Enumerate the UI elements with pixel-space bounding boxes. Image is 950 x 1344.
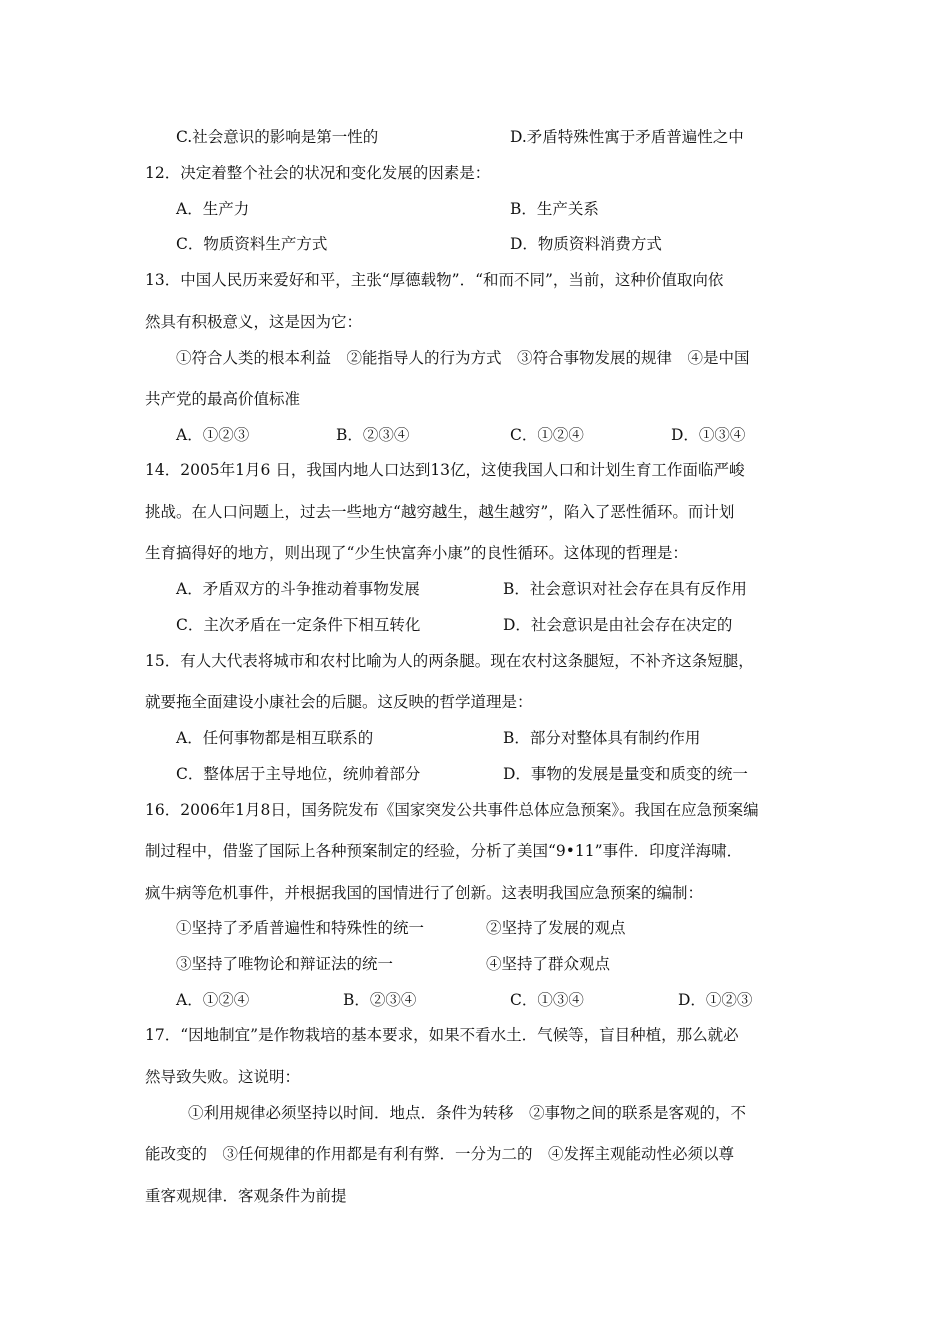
q14-option-d: D．社会意识是由社会存在决定的 <box>503 616 733 634</box>
q13-items-line1: ①符合人类的根本利益 ②能指导人的行为方式 ③符合事物发展的规律 ④是中国 <box>176 349 750 367</box>
q15-option-b: B．部分对整体具有制约作用 <box>503 729 701 747</box>
q16-option-b: B．②③④ <box>343 991 417 1009</box>
q16-item-1: ①坚持了矛盾普遍性和特殊性的统一 <box>176 919 425 937</box>
q11-option-c: C.社会意识的影响是第一性的 <box>176 128 379 146</box>
q16-option-c: C．①③④ <box>510 991 584 1009</box>
q12-option-d: D．物质资料消费方式 <box>510 235 662 253</box>
q17-items-line1: ①利用规律必须坚持以时间．地点．条件为转移 ②事物之间的联系是客观的，不 <box>188 1104 747 1122</box>
q16-option-a: A．①②④ <box>176 991 250 1009</box>
q14-stem-line1: 14．2005年1月6 日，我国内地人口达到13亿，这使我国人口和计划生育工作面临严峻 <box>145 461 745 479</box>
q13-option-b: B．②③④ <box>336 426 410 444</box>
q13-option-c: C．①②④ <box>510 426 584 444</box>
q14-option-b: B．社会意识对社会存在具有反作用 <box>503 580 747 598</box>
q17-items-line2: 能改变的 ③任何规律的作用都是有利有弊．一分为二的 ④发挥主观能动性必须以尊 <box>145 1145 735 1163</box>
q16-item-2: ②坚持了发展的观点 <box>486 919 626 937</box>
q12-option-b: B．生产关系 <box>510 200 599 218</box>
q15-option-a: A．任何事物都是相互联系的 <box>176 729 374 747</box>
q17-stem-line1: 17．“因地制宜”是作物栽培的基本要求，如果不看水土．气候等，盲目种植，那么就必 <box>145 1026 739 1044</box>
q17-stem-line2: 然导致失败。这说明： <box>145 1068 301 1086</box>
q14-stem-line2: 挑战。在人口问题上，过去一些地方“越穷越生，越生越穷”，陷入了恶性循环。而计划 <box>145 503 735 521</box>
q14-option-a: A．矛盾双方的斗争推动着事物发展 <box>176 580 420 598</box>
q16-stem-line3: 疯牛病等危机事件，并根据我国的国情进行了创新。这表明我国应急预案的编制： <box>145 884 704 902</box>
q15-option-d: D．事物的发展是量变和质变的统一 <box>503 765 748 783</box>
q13-option-d: D．①③④ <box>671 426 746 444</box>
q12-option-c: C．物质资料生产方式 <box>176 235 328 253</box>
q15-stem-line1: 15．有人大代表将城市和农村比喻为人的两条腿。现在农村这条腿短，不补齐这条短腿， <box>145 652 754 670</box>
q16-stem-line1: 16．2006年1月8日，国务院发布《国家突发公共事件总体应急预案》。我国在应急预案编 <box>145 801 759 819</box>
q14-stem-line3: 生育搞得好的地方，则出现了“少生快富奔小康”的良性循环。这体现的哲理是： <box>145 544 688 562</box>
q16-item-4: ④坚持了群众观点 <box>486 955 611 973</box>
q15-stem-line2: 就要拖全面建设小康社会的后腿。这反映的哲学道理是： <box>145 693 533 711</box>
q13-stem-line2: 然具有积极意义，这是因为它： <box>145 313 363 331</box>
q14-option-c: C．主次矛盾在一定条件下相互转化 <box>176 616 421 634</box>
q13-option-a: A．①②③ <box>176 426 250 444</box>
q13-items-line2: 共产党的最高价值标准 <box>145 390 301 408</box>
q13-stem-line1: 13．中国人民历来爱好和平，主张“厚德载物”．“和而不同”，当前，这种价值取向依 <box>145 271 724 289</box>
q17-items-line3: 重客观规律．客观条件为前提 <box>145 1187 347 1205</box>
q16-item-3: ③坚持了唯物论和辩证法的统一 <box>176 955 394 973</box>
q12-stem: 12．决定着整个社会的状况和变化发展的因素是： <box>145 164 491 182</box>
q16-stem-line2: 制过程中，借鉴了国际上各种预案制定的经验，分析了美国“9•11”事件．印度洋海啸． <box>145 842 743 860</box>
q12-option-a: A．生产力 <box>176 200 250 218</box>
q16-option-d: D．①②③ <box>678 991 753 1009</box>
q11-option-d: D.矛盾特殊性寓于矛盾普遍性之中 <box>510 128 744 146</box>
q15-option-c: C．整体居于主导地位，统帅着部分 <box>176 765 421 783</box>
